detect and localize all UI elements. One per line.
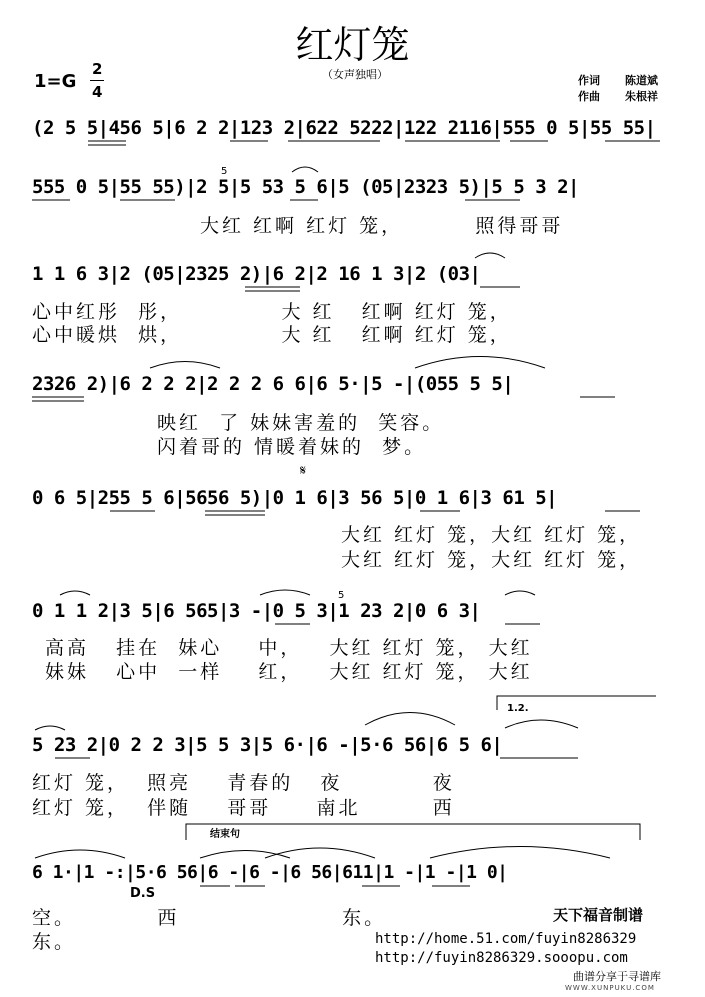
dal-segno-mark: D.S bbox=[130, 886, 156, 901]
key-signature: 1=G bbox=[34, 71, 77, 92]
score-row-5-lyrics-verse1: 大红 红灯 笼，大红 红灯 笼， bbox=[341, 524, 642, 546]
score-row-2-lyrics: 大红 红啊 红灯 笼， 照得哥哥 bbox=[200, 215, 564, 237]
lyricist-label: 作词 bbox=[578, 74, 600, 87]
score-row-8-lyrics-verse2: 东。 bbox=[32, 931, 77, 953]
score-row-7-lyrics-verse2: 红灯 笼， 伴随 哥哥 南北 西 bbox=[32, 797, 455, 819]
ending-label: 结束句 bbox=[210, 829, 240, 840]
grace-note-top: 5 bbox=[221, 166, 228, 177]
composer-name: 朱根祥 bbox=[625, 90, 658, 103]
score-row-1-notes: (2 5 5|456 5|6 2 2|123 2|622 5222|122 2116|555 0 5|55 55| bbox=[32, 117, 656, 139]
score-row-4-notes: 2326 2)|6 2 2 2|2 2 2 6 6|6 5·|5 -|(055 5 5| bbox=[32, 373, 514, 395]
score-row-4-lyrics-verse1: 映红 了 妹妹害羞的 笑容。 bbox=[157, 412, 445, 434]
score-row-6-lyrics-verse1: 高高 挂在 妹心 中， 大红 红灯 笼， 大红 bbox=[45, 637, 533, 659]
score-row-5-notes: 0 6 5|255 5 6|5656 5)|0 1 6|3 56 5|0 1 6|3 61 5| bbox=[32, 487, 558, 509]
score-row-8-lyrics-verse1: 空。 西 东。 bbox=[32, 907, 387, 929]
segno-sign: 𝄋 bbox=[300, 463, 307, 479]
score-row-5-lyrics-verse2: 大红 红灯 笼，大红 红灯 笼， bbox=[341, 549, 642, 571]
lyricist-name: 陈道斌 bbox=[625, 74, 658, 87]
score-row-3-lyrics-verse2: 心中暖烘 烘， 大 红 红啊 红灯 笼， bbox=[32, 324, 512, 346]
score-row-6-notes: 0 1 1 2|3 5|6 565|3 -|0 5 3|1 23 2|0 6 3| bbox=[32, 600, 481, 622]
score-row-2-notes: 555 0 5|55 55)|2 5|5 53 5 6|5 (05|2323 5)|5 5 3 2| bbox=[32, 176, 579, 198]
publisher-url-1[interactable]: http://home.51.com/fuyin8286329 bbox=[375, 931, 637, 947]
grace-note-low: 5 bbox=[338, 590, 345, 601]
time-signature-bottom: 4 bbox=[92, 83, 103, 101]
time-signature-top: 2 bbox=[92, 60, 103, 78]
volta-label: 1.2. bbox=[507, 703, 529, 714]
score-row-3-lyrics-verse1: 心中红彤 彤， 大 红 红啊 红灯 笼， bbox=[32, 301, 512, 323]
publisher-name: 天下福音制谱 bbox=[553, 906, 644, 924]
watermark-text: 曲谱分享于寻谱库 bbox=[573, 970, 661, 983]
song-title: 红灯笼 bbox=[295, 23, 410, 67]
score-row-4-lyrics-verse2: 闪着哥的 情暖着妹的 梦。 bbox=[157, 436, 427, 458]
publisher-url-2[interactable]: http://fuyin8286329.sooopu.com bbox=[375, 950, 628, 966]
song-subtitle: （女声独唱） bbox=[322, 68, 388, 81]
score-row-6-lyrics-verse2: 妹妹 心中 一样 红， 大红 红灯 笼， 大红 bbox=[45, 661, 533, 683]
score-row-7-lyrics-verse1: 红灯 笼， 照亮 青春的 夜 夜 bbox=[32, 772, 455, 794]
score-row-8-notes: 6 1·|1 -:|5·6 56|6 -|6 -|6 56|611|1 -|1 -|1 0| bbox=[32, 862, 508, 883]
composer-label: 作曲 bbox=[578, 90, 600, 103]
score-row-3-notes: 1 1 6 3|2 (05|2325 2)|6 2|2 16 1 3|2 (03| bbox=[32, 263, 481, 285]
score-row-7-notes: 5 23 2|0 2 2 3|5 5 3|5 6·|6 -|5·6 56|6 5 6| bbox=[32, 734, 503, 756]
watermark-url: WWW.XUNPUKU.COM bbox=[565, 984, 655, 992]
